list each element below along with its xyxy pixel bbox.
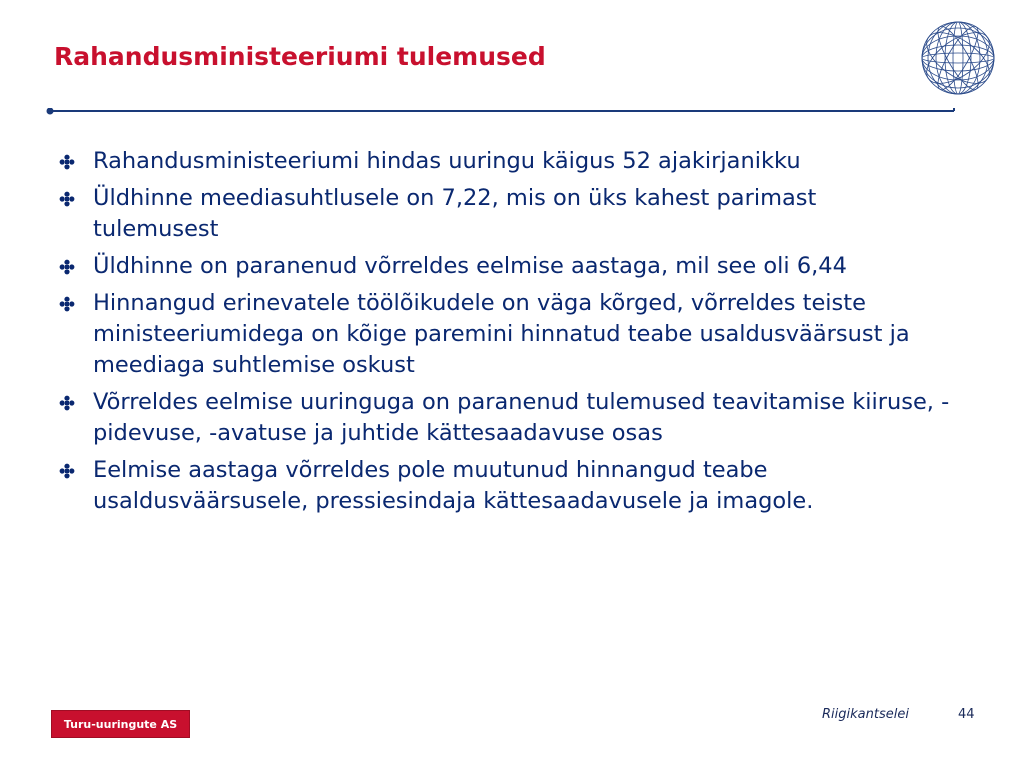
footer-organization: Riigikantselei [822,707,909,722]
bullet-text: Hinnangud erinevatele töölõikudele on väga kõrged, võrreldes teiste ministeeriumidega on kõige paremini hinnatud teabe usaldusväärsust ja meediaga suhtlemise oskust [93,290,910,378]
bullet-text: Üldhinne meediasuhtlusele on 7,22, mis on üks kahest parimast tulemusest [93,185,831,242]
diamond-clover-bullet-icon [56,251,78,282]
bullet-text: Rahandusministeeriumi hindas uuringu käigus 52 ajakirjanikku [93,148,801,174]
slide-title: Rahandusministeeriumi tulemused [54,42,546,71]
bullet-item [56,146,956,177]
bullet-item [56,288,956,381]
logo-text: Turu-uuringute AS [63,717,178,731]
page-number: 44 [958,707,975,722]
bullet-text: Võrreldes eelmise uuringuga on paranenud tulemused teavitamise kiiruse, -pidevuse, -avatuse ja juhtide kättesaadavuse osas [93,389,950,446]
bullet-text: Üldhinne on paranenud võrreldes eelmise aastaga, mil see oli 6,44 [93,253,847,279]
diamond-clover-bullet-icon [56,146,78,177]
bullet-list [56,146,956,523]
bullet-item [56,183,956,245]
diamond-clover-bullet-icon [56,288,78,319]
diamond-clover-bullet-icon [56,183,78,214]
bullet-item [56,455,956,517]
diamond-clover-bullet-icon [56,387,78,418]
bullet-item [56,387,956,449]
title-divider [46,108,956,120]
wire-globe-icon [916,18,1000,98]
diamond-clover-bullet-icon [56,455,78,486]
bullet-item [56,251,956,282]
bullet-text: Eelmise aastaga võrreldes pole muutunud hinnangud teabe usaldusväärsusele, pressiesindaja kättesaadavusele ja imagole. [93,457,814,514]
turu-uuringute-logo [52,711,189,737]
